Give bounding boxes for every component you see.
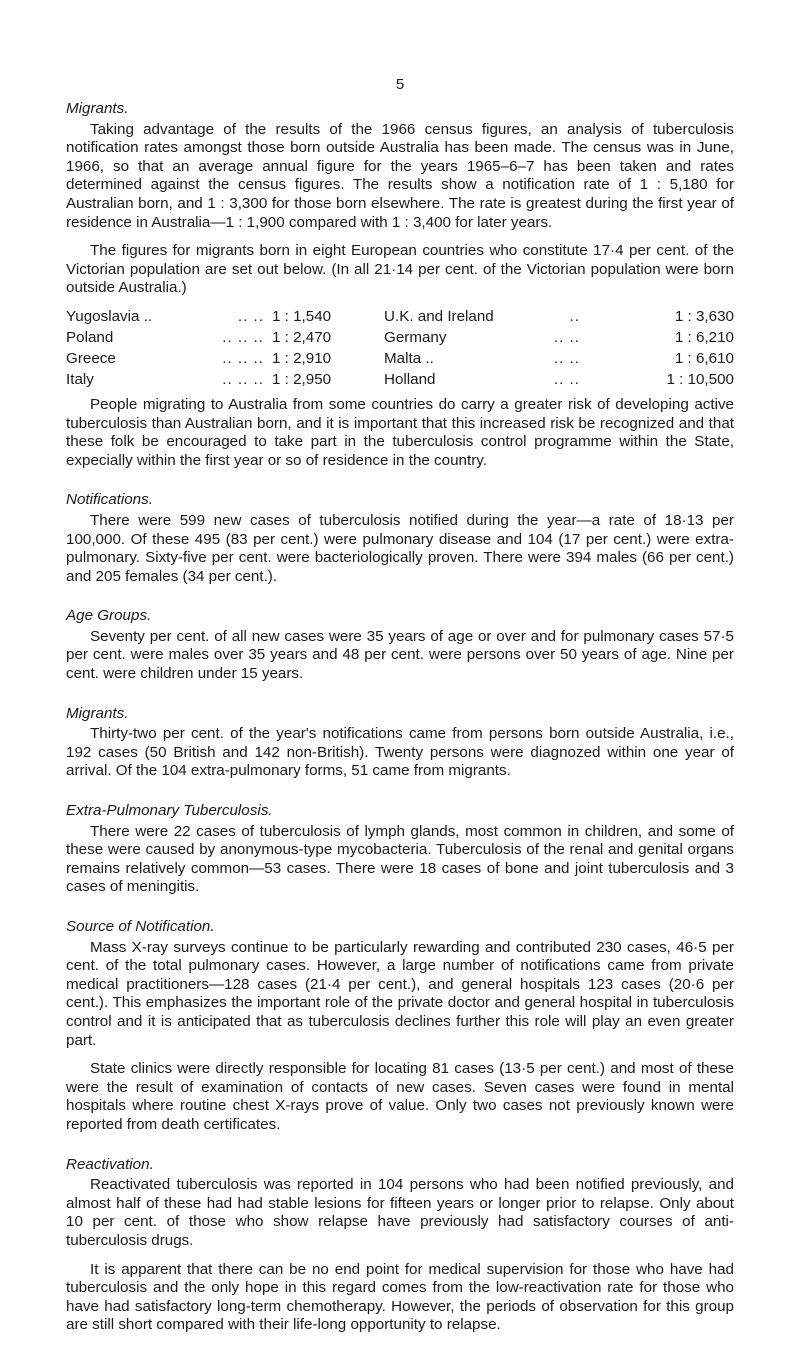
notification-ratio: 1 : 6,610 [674, 349, 734, 367]
country-name: Malta .. [384, 349, 434, 367]
paragraph: There were 22 cases of tuberculosis of lymph glands, most common in children, and some of these were caused by anonymous-type mycobacteria. Tuberculosis of the renal and genital organs remains relatively common—53 cases. There were 18 cases of bone and joint tuberculosis and 3 cases of meningitis. [66, 822, 734, 896]
section-notifications [66, 491, 734, 586]
paragraph: The figures for migrants born in eight European countries who constitute 17·4 per cent. of the Victorian population are set out below. (In all 21·14 per cent. of the Victorian population were born outside Australia.) [66, 242, 734, 297]
paragraph: State clinics were directly responsible for locating 81 cases (13·5 per cent.) and most of these were the result of examination of contacts of new cases. Seven cases were found in mental hospitals where routine chest X-rays prove of value. Only two cases not previously known were reported from death certificates. [66, 1060, 734, 1133]
leader-dots: .. .. .. [222, 328, 264, 346]
section-extra-pulmonary [66, 802, 734, 897]
leader-dots: .. [569, 307, 580, 325]
country-name-with-leader [66, 308, 272, 329]
leader-dots: .. .. .. [222, 349, 264, 367]
section-heading: Extra-Pulmonary Tuberculosis. [66, 802, 273, 820]
country-name-with-leader [66, 329, 272, 350]
paragraph: People migrating to Australia from some countries do carry a greater risk of developing active tuberculosis than Australian born, and it is important that this increased risk be recognized and that these folk be encouraged to take part in the tuberculosis control programme within the State, expecially within the first year or so of residence in the country. [66, 395, 734, 469]
country-name: Holland [384, 370, 436, 388]
paragraph: Thirty-two per cent. of the year's notifications came from persons born outside Australia, i.e., 192 cases (50 British and 142 non-British). Twenty persons were diagnozed within one year of arrival. Of the 104 extra-pulmonary forms, 51 came from migrants. [66, 725, 734, 780]
section-migrants-census [66, 100, 734, 470]
page-body [66, 100, 734, 1356]
section-source-of-notification [66, 918, 734, 1135]
country-name-with-leader [384, 350, 588, 371]
section-reactivation [66, 1156, 734, 1335]
notification-ratio: 1 : 3,630 [674, 307, 734, 325]
paragraph: Mass X-ray surveys continue to be particularly rewarding and contributed 230 cases, 46·5 per cent. of the total pulmonary cases. However, a large number of notifications came from private medical practitioners—128 cases (21·4 per cent.), and general hospitals 123 cases (20·6 per cent.). This emphasizes the important role of the private doctor and general hospital in tuberculosis control and it is anticipated that as tuberculosis declines further this role will play an even greater part. [66, 938, 734, 1049]
leader-dots: .. .. [553, 328, 580, 346]
notification-ratio: 1 : 1,540 [272, 307, 332, 325]
notification-ratio: 1 : 2,910 [272, 349, 332, 367]
paragraph: Taking advantage of the results of the 1966 census figures, an analysis of tuberculosis notification rates amongst those born outside Australia has been made. The census was in June, 1966, so that an average annual figure for the years 1965–6–7 has been taken and rates determined against the census figures. The results show a notification rate of 1 : 5,180 for Australian born, and 1 : 3,300 for those born elsewhere. The rate is greatest during the first year of residence in Australia—1 : 1,900 compared with 1 : 3,400 for later years. [66, 120, 734, 231]
leader-dots: .. .. [553, 349, 580, 367]
table-row [66, 308, 734, 329]
paragraph: It is apparent that there can be no end point for medical supervision for those who have had tuberculosis and the only hope in this regard comes from the low-reactivation rate for those who have had satisfactory long-term chemotherapy. However, the periods of observation for this group are still short compared with their life-long opportunity to relapse. [66, 1260, 734, 1334]
country-name-with-leader [66, 350, 272, 371]
notification-ratio: 1 : 2,470 [272, 328, 332, 346]
table-row [66, 371, 734, 392]
country-name-with-leader [66, 371, 272, 392]
country-rates-table [66, 308, 734, 392]
section-heading: Notifications. [66, 491, 153, 509]
country-name-with-leader [384, 308, 588, 329]
section-heading: Source of Notification. [66, 918, 215, 935]
country-name: U.K. and Ireland [384, 307, 494, 325]
table-row [66, 350, 734, 371]
paragraph: There were 599 new cases of tuberculosis notified during the year—a rate of 18·13 per 100,000. Of these 495 (83 per cent.) were pulmonary disease and 104 (17 per cent.) were extra-pulmonary. Sixty-five per cent. were bacteriologically proven. There were 394 males (66 per cent.) and 205 females (34 per cent.). [66, 511, 734, 585]
table-row [66, 329, 734, 350]
country-name-with-leader [384, 371, 588, 392]
notification-ratio: 1 : 6,210 [674, 328, 734, 346]
leader-dots: .. .. [553, 370, 580, 388]
notification-ratio: 1 : 10,500 [666, 370, 734, 388]
country-name: Yugoslavia .. [66, 307, 153, 325]
section-heading: Reactivation. [66, 1155, 154, 1173]
section-migrants [66, 705, 734, 781]
section-heading: Age Groups. [66, 607, 152, 625]
leader-dots: .. .. .. [222, 370, 264, 388]
section-age-groups [66, 607, 734, 683]
country-name: Poland [66, 328, 114, 346]
country-name-with-leader [384, 329, 588, 350]
country-name: Italy [66, 370, 94, 388]
notification-ratio: 1 : 2,950 [272, 370, 332, 388]
paragraph: Seventy per cent. of all new cases were 35 years of age or over and for pulmonary cases 57·5 per cent. were males over 35 years and 48 per cent. were persons over 50 years of age. Nine per cent. were children under 15 years. [66, 627, 734, 683]
paragraph: Reactivated tuberculosis was reported in 104 persons who had been notified previously, and almost half of these had had stable lesions for fifteen years or longer prior to relapse. Only about 10 per cent. of those who show relapse have previously had satisfactory courses of anti-tuberculosis drugs. [66, 1176, 734, 1249]
country-name: Germany [384, 328, 447, 346]
section-heading: Migrants. [66, 704, 129, 722]
leader-dots: .. .. [237, 307, 264, 325]
page-number: 5 [395, 76, 405, 93]
country-name: Greece [66, 349, 116, 367]
section-heading: Migrants. [66, 100, 129, 117]
